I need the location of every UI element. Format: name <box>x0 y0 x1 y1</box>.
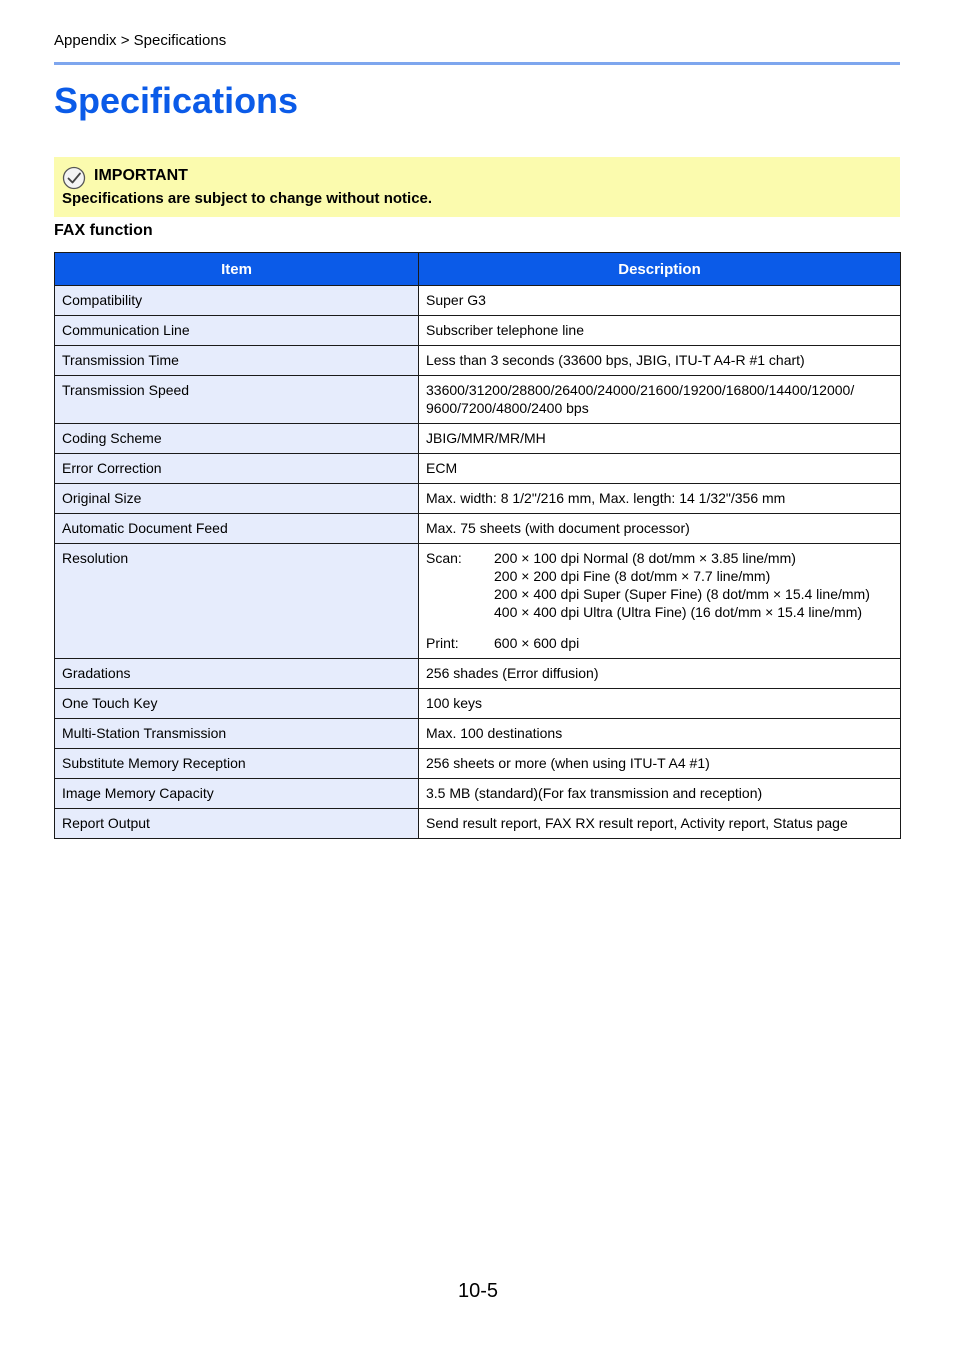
page-title: Specifications <box>54 80 299 121</box>
item-cell: Image Memory Capacity <box>55 779 419 809</box>
description-cell: 100 keys <box>419 689 901 719</box>
table-row <box>55 316 901 346</box>
fax-spec-table <box>54 252 901 839</box>
item-cell: Transmission Speed <box>55 376 419 424</box>
breadcrumb: Appendix > Specifications <box>54 32 227 49</box>
table-header-row <box>55 253 901 286</box>
scan-values <box>494 549 870 621</box>
item-cell: Error Correction <box>55 454 419 484</box>
header-divider <box>54 62 900 65</box>
table-row <box>55 779 901 809</box>
description-cell: Send result report, FAX RX result report, Activity report, Status page <box>419 809 901 839</box>
table-row <box>55 749 901 779</box>
table-row <box>55 659 901 689</box>
table-row <box>55 514 901 544</box>
description-cell: Less than 3 seconds (33600 bps, JBIG, ITU-T A4-R #1 chart) <box>419 346 901 376</box>
scan-value: 200 × 100 dpi Normal (8 dot/mm × 3.85 line/mm) <box>494 550 796 566</box>
item-cell: Compatibility <box>55 286 419 316</box>
print-value: 600 × 600 dpi <box>494 635 580 651</box>
resolution-scan <box>426 549 893 621</box>
description-cell: 3.5 MB (standard)(For fax transmission and reception) <box>419 779 901 809</box>
check-circle-icon <box>62 166 86 190</box>
description-cell: 256 sheets or more (when using ITU-T A4 #1) <box>419 749 901 779</box>
scan-value: 200 × 200 dpi Fine (8 dot/mm × 7.7 line/mm) <box>494 568 771 584</box>
table-row <box>55 719 901 749</box>
table-row <box>55 689 901 719</box>
description-cell: JBIG/MMR/MR/MH <box>419 424 901 454</box>
section-title: FAX function <box>54 222 153 239</box>
description-cell: ECM <box>419 454 901 484</box>
description-line: 9600/7200/4800/2400 bps <box>426 400 589 416</box>
scan-value: 200 × 400 dpi Super (Super Fine) (8 dot/mm × 15.4 line/mm) <box>494 586 870 602</box>
item-cell: Coding Scheme <box>55 424 419 454</box>
table-row <box>55 809 901 839</box>
description-cell <box>419 544 901 659</box>
item-cell: Multi-Station Transmission <box>55 719 419 749</box>
important-text: Specifications are subject to change without notice. <box>62 190 433 207</box>
important-notice <box>54 157 900 217</box>
description-line: 33600/31200/28800/26400/24000/21600/19200/16800/14400/12000/ <box>426 382 855 398</box>
item-cell: One Touch Key <box>55 689 419 719</box>
scan-value: 400 × 400 dpi Ultra (Ultra Fine) (16 dot/mm × 15.4 line/mm) <box>494 604 863 620</box>
description-cell: Subscriber telephone line <box>419 316 901 346</box>
important-heading: IMPORTANT <box>94 167 188 184</box>
print-label: Print: <box>426 635 459 651</box>
table-row <box>55 544 901 659</box>
item-cell: Automatic Document Feed <box>55 514 419 544</box>
description-cell: Super G3 <box>419 286 901 316</box>
table-row <box>55 424 901 454</box>
column-header-description: Description <box>419 253 901 286</box>
item-cell: Original Size <box>55 484 419 514</box>
description-cell: 256 shades (Error diffusion) <box>419 659 901 689</box>
description-cell: Max. 75 sheets (with document processor) <box>419 514 901 544</box>
column-header-item: Item <box>55 253 419 286</box>
page-number: 10-5 <box>458 1280 499 1302</box>
description-cell <box>419 376 901 424</box>
description-cell: Max. 100 destinations <box>419 719 901 749</box>
table-row <box>55 454 901 484</box>
item-cell: Communication Line <box>55 316 419 346</box>
table-row <box>55 376 901 424</box>
resolution-print <box>426 634 893 652</box>
item-cell: Resolution <box>55 544 419 659</box>
item-cell: Report Output <box>55 809 419 839</box>
scan-label: Scan: <box>426 550 462 566</box>
table-row <box>55 286 901 316</box>
table-row <box>55 346 901 376</box>
item-cell: Substitute Memory Reception <box>55 749 419 779</box>
table-row <box>55 484 901 514</box>
item-cell: Gradations <box>55 659 419 689</box>
description-cell: Max. width: 8 1/2"/216 mm, Max. length: 14 1/32"/356 mm <box>419 484 901 514</box>
item-cell: Transmission Time <box>55 346 419 376</box>
